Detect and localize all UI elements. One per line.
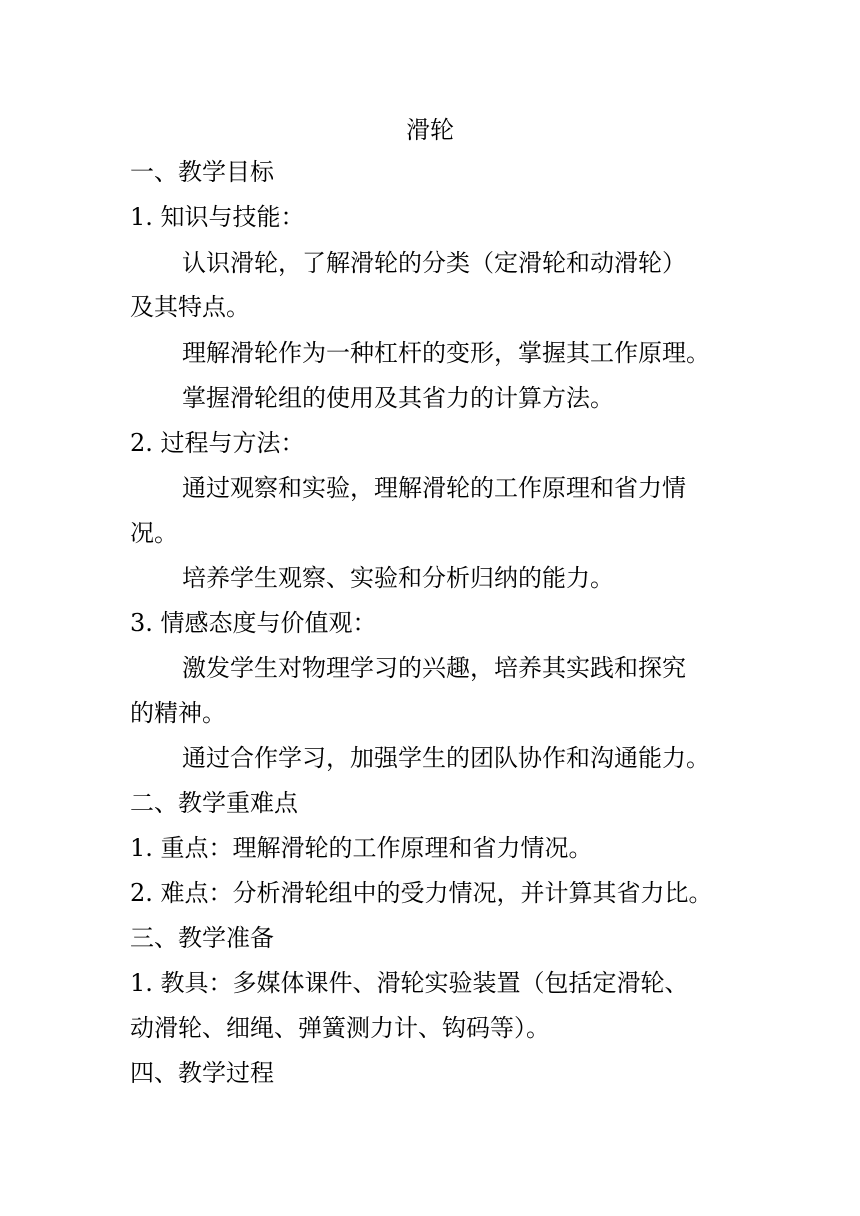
- paragraph-line: 认识滑轮，了解滑轮的分类（定滑轮和动滑轮）: [182, 249, 686, 277]
- subheading-process-methods: 2. 过程与方法：: [130, 429, 305, 457]
- paragraph-line: 理解滑轮作为一种杠杆的变形，掌握其工作原理。: [182, 339, 710, 367]
- section-heading-process: 四、教学过程: [130, 1059, 274, 1087]
- paragraph-line: 通过合作学习，加强学生的团队协作和沟通能力。: [182, 744, 710, 772]
- paragraph-line: 及其特点。: [130, 293, 250, 321]
- paragraph-line: 激发学生对物理学习的兴趣，培养其实践和探究: [182, 654, 686, 682]
- paragraph-line: 动滑轮、细绳、弹簧测力计、钩码等）。: [130, 1014, 550, 1042]
- list-item-teaching-aids: 1. 教具：多媒体课件、滑轮实验装置（包括定滑轮、: [130, 969, 689, 997]
- list-item-key-point: 1. 重点：理解滑轮的工作原理和省力情况。: [130, 834, 593, 862]
- paragraph-line: 培养学生观察、实验和分析归纳的能力。: [182, 564, 614, 592]
- list-item-difficult-point: 2. 难点：分析滑轮组中的受力情况，并计算其省力比。: [130, 879, 713, 907]
- section-heading-preparation: 三、教学准备: [130, 924, 274, 952]
- paragraph-line: 掌握滑轮组的使用及其省力的计算方法。: [182, 384, 614, 412]
- subheading-knowledge-skills: 1. 知识与技能：: [130, 203, 305, 231]
- subheading-attitude-values: 3. 情感态度与价值观：: [130, 609, 377, 637]
- paragraph-line: 通过观察和实验，理解滑轮的工作原理和省力情: [182, 474, 686, 502]
- paragraph-line: 的精神。: [130, 699, 226, 727]
- section-heading-objectives: 一、教学目标: [130, 158, 274, 186]
- paragraph-line: 况。: [130, 519, 178, 547]
- section-heading-key-points: 二、教学重难点: [130, 789, 298, 817]
- document-title: 滑轮: [406, 116, 454, 144]
